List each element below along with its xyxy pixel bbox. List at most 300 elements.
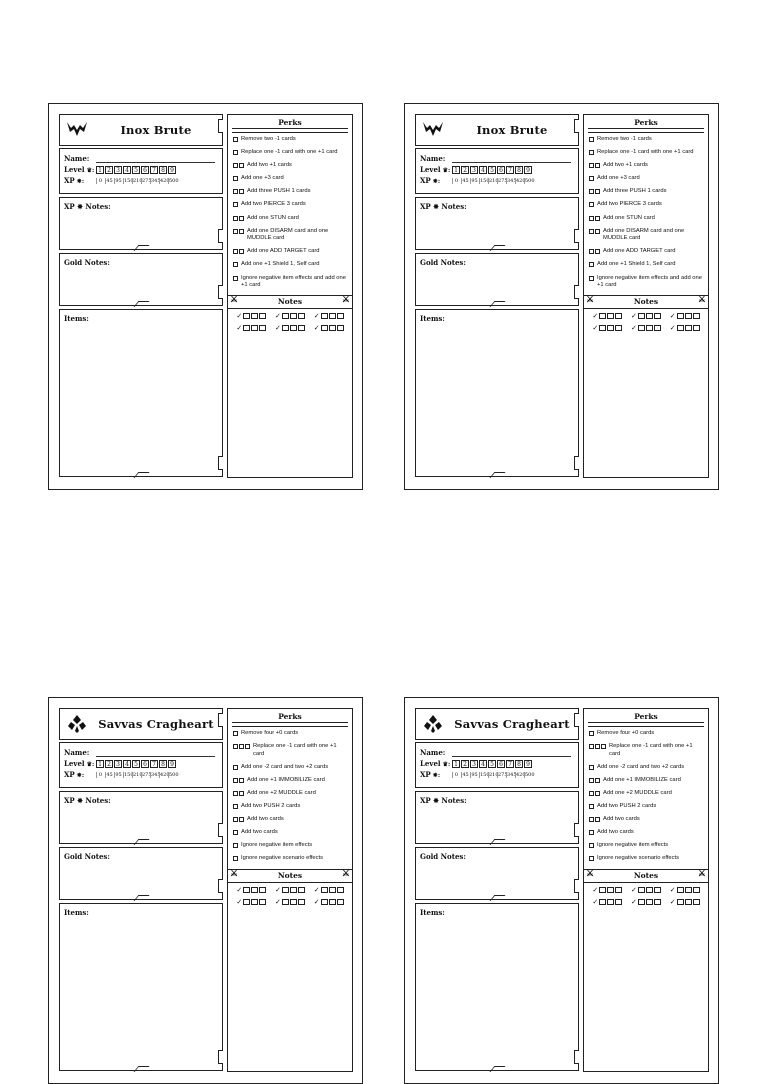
items[interactable] xyxy=(59,903,223,1071)
name-input-line[interactable] xyxy=(96,749,215,757)
check-mark-box[interactable] xyxy=(677,325,684,331)
check-mark-box[interactable] xyxy=(646,899,653,905)
check-mark-box[interactable] xyxy=(638,313,645,319)
perk-checkbox[interactable] xyxy=(233,830,238,835)
check-mark-box[interactable] xyxy=(646,887,653,893)
xp-notes[interactable] xyxy=(59,791,223,844)
perk-checkbox[interactable] xyxy=(233,765,238,770)
perk-checkbox[interactable] xyxy=(595,249,600,254)
crown-icon: ♛: xyxy=(440,761,451,768)
perk-checkbox[interactable] xyxy=(595,817,600,822)
check-mark-box[interactable] xyxy=(638,899,645,905)
level-box[interactable]: 4 xyxy=(479,760,487,768)
check-mark-box[interactable] xyxy=(693,313,700,319)
perk-checkbox[interactable] xyxy=(233,731,238,736)
level-label-text: Level xyxy=(64,165,85,174)
level-box[interactable]: 1 xyxy=(96,760,104,768)
check-mark-box[interactable] xyxy=(599,899,606,905)
check-mark-group xyxy=(592,312,622,320)
check-mark-box[interactable] xyxy=(677,313,684,319)
level-box[interactable]: 8 xyxy=(515,760,523,768)
level-box[interactable]: 4 xyxy=(479,166,487,174)
perk-checkbox[interactable] xyxy=(239,216,244,221)
level-boxes xyxy=(96,760,176,768)
perk-row xyxy=(228,743,352,758)
checkmark-icon: ✓ xyxy=(236,313,243,321)
check-mark-box[interactable] xyxy=(654,899,661,905)
level-box[interactable]: 3 xyxy=(114,760,122,768)
check-mark-group xyxy=(275,898,305,906)
perk-checkbox[interactable] xyxy=(589,817,594,822)
perk-row xyxy=(584,248,708,256)
perk-text: Replace one -1 card with one +1 card xyxy=(241,149,338,156)
side-ornament xyxy=(218,229,223,243)
perk-row xyxy=(584,764,708,772)
perk-checkbox[interactable] xyxy=(589,830,594,835)
level-box[interactable]: 6 xyxy=(141,166,149,174)
checkmark-icon: ✓ xyxy=(236,325,243,333)
perk-checkbox[interactable] xyxy=(595,791,600,796)
xp-threshold: 210 xyxy=(133,771,143,778)
perk-text: Add two PIERCE 3 cards xyxy=(597,201,662,208)
check-mark-box[interactable] xyxy=(290,887,297,893)
name-input-line[interactable] xyxy=(96,155,215,163)
level-box[interactable]: 5 xyxy=(488,760,496,768)
panel-tick-ornament xyxy=(492,301,502,306)
gold-notes[interactable] xyxy=(415,253,579,306)
check-mark-box[interactable] xyxy=(685,899,692,905)
xp-threshold: 95 xyxy=(115,771,122,778)
check-mark-box[interactable] xyxy=(337,313,344,319)
xp-threshold: 345 xyxy=(151,177,161,184)
rocks-icon xyxy=(64,713,90,735)
perk-row xyxy=(228,790,352,798)
items[interactable] xyxy=(415,903,579,1071)
check-mark-group xyxy=(631,898,661,906)
check-mark-group xyxy=(236,312,266,320)
perk-checkboxes xyxy=(233,136,238,144)
perk-checkbox[interactable] xyxy=(239,229,244,234)
perk-checkbox[interactable] xyxy=(589,791,594,796)
check-mark-box[interactable] xyxy=(321,325,328,331)
notes-header xyxy=(228,295,352,309)
panel-tick-ornament xyxy=(136,1066,146,1071)
perk-text: Add one ADD TARGET card xyxy=(603,248,676,255)
panel-tick-ornament xyxy=(492,472,502,477)
perk-checkbox[interactable] xyxy=(595,189,600,194)
perk-row xyxy=(584,149,708,157)
check-mark-box[interactable] xyxy=(638,887,645,893)
perk-checkbox[interactable] xyxy=(589,229,594,234)
perk-row xyxy=(228,764,352,772)
check-mark-box[interactable] xyxy=(607,887,614,893)
check-mark-box[interactable] xyxy=(321,313,328,319)
perk-checkboxes xyxy=(589,842,594,850)
side-ornament xyxy=(574,456,579,470)
panel-tick-ornament xyxy=(492,245,502,250)
perk-checkboxes xyxy=(233,855,238,863)
check-mark-box[interactable] xyxy=(282,313,289,319)
perk-checkbox[interactable] xyxy=(233,744,238,749)
check-mark-box[interactable] xyxy=(298,887,305,893)
check-mark-box[interactable] xyxy=(243,899,250,905)
level-box[interactable]: 6 xyxy=(497,166,505,174)
perk-checkbox[interactable] xyxy=(589,137,594,142)
name-row xyxy=(64,747,219,758)
perk-checkbox[interactable] xyxy=(233,791,238,796)
perk-row xyxy=(584,275,708,290)
perk-checkbox[interactable] xyxy=(239,189,244,194)
perk-checkbox[interactable] xyxy=(233,137,238,142)
perk-checkbox[interactable] xyxy=(233,843,238,848)
level-box[interactable]: 8 xyxy=(515,166,523,174)
check-mark-box[interactable] xyxy=(615,887,622,893)
level-box[interactable]: 1 xyxy=(452,166,460,174)
xp-row xyxy=(64,175,219,186)
gold-notes[interactable] xyxy=(59,847,223,900)
xp-threshold: 95 xyxy=(471,177,478,184)
level-box[interactable]: 5 xyxy=(132,760,140,768)
side-ornament xyxy=(218,823,223,837)
perk-checkbox[interactable] xyxy=(595,229,600,234)
perk-checkbox[interactable] xyxy=(233,778,238,783)
perk-checkboxes xyxy=(233,842,238,850)
level-box[interactable]: 2 xyxy=(461,760,469,768)
checkmark-icon: ✓ xyxy=(236,898,243,906)
level-box[interactable]: 2 xyxy=(105,760,113,768)
gold-notes[interactable] xyxy=(59,253,223,306)
check-mark-box[interactable] xyxy=(646,313,653,319)
perk-checkbox[interactable] xyxy=(589,744,594,749)
check-mark-row xyxy=(228,321,352,333)
check-mark-box[interactable] xyxy=(321,899,328,905)
side-ornament xyxy=(574,119,579,133)
name-input-line[interactable] xyxy=(452,155,571,163)
perk-checkbox[interactable] xyxy=(233,176,238,181)
perk-checkbox[interactable] xyxy=(233,804,238,809)
perk-text: Remove four +0 cards xyxy=(241,730,299,736)
xp-label xyxy=(64,176,96,185)
perk-checkboxes xyxy=(233,743,250,758)
check-mark-row xyxy=(584,321,708,333)
perk-checkbox[interactable] xyxy=(589,150,594,155)
check-mark-group xyxy=(314,324,344,332)
check-mark-box[interactable] xyxy=(693,887,700,893)
check-mark-box[interactable] xyxy=(251,887,258,893)
perk-checkbox[interactable] xyxy=(589,163,594,168)
perk-checkboxes xyxy=(589,743,606,758)
perk-text: Ignore negative scenario effects xyxy=(597,855,680,862)
items-title: Items: xyxy=(64,314,89,323)
check-mark-box[interactable] xyxy=(599,887,606,893)
perks-divider xyxy=(232,128,348,133)
perk-checkbox[interactable] xyxy=(589,189,594,194)
perk-checkbox[interactable] xyxy=(589,731,594,736)
perk-checkbox[interactable] xyxy=(589,262,594,267)
checkmark-icon: ✓ xyxy=(592,898,599,906)
xp-notes[interactable] xyxy=(415,791,579,844)
perk-checkbox[interactable] xyxy=(233,817,238,822)
level-box[interactable]: 2 xyxy=(461,166,469,174)
xp-threshold: 150 xyxy=(124,177,134,184)
check-mark-box[interactable] xyxy=(685,887,692,893)
check-mark-box[interactable] xyxy=(654,887,661,893)
level-box[interactable]: 9 xyxy=(524,760,532,768)
xp-thresholds xyxy=(96,771,179,778)
xp-threshold: 345 xyxy=(151,771,161,778)
check-mark-box[interactable] xyxy=(298,899,305,905)
side-ornament xyxy=(218,285,223,299)
check-mark-box[interactable] xyxy=(607,899,614,905)
checkmark-icon: ✓ xyxy=(313,886,320,894)
perk-row xyxy=(584,261,708,269)
perk-row xyxy=(228,201,352,209)
perk-checkboxes xyxy=(233,777,244,785)
character-sheet xyxy=(48,697,363,1084)
items[interactable] xyxy=(59,309,223,477)
perks-title: Perks xyxy=(634,118,658,127)
check-mark-box[interactable] xyxy=(282,887,289,893)
perk-checkboxes xyxy=(589,162,600,170)
perk-checkbox[interactable] xyxy=(589,276,594,281)
level-box[interactable]: 9 xyxy=(168,760,176,768)
check-mark-box[interactable] xyxy=(646,325,653,331)
check-mark-box[interactable] xyxy=(638,325,645,331)
xp-threshold: 45 xyxy=(462,177,469,184)
perk-checkbox[interactable] xyxy=(239,163,244,168)
level-box[interactable]: 1 xyxy=(452,760,460,768)
name-input-line[interactable] xyxy=(452,749,571,757)
name-label: Name: xyxy=(420,154,446,163)
level-box[interactable]: 9 xyxy=(168,166,176,174)
check-mark-box[interactable] xyxy=(329,899,336,905)
xp-threshold: 345 xyxy=(507,771,517,778)
check-mark-group xyxy=(275,312,305,320)
level-box[interactable]: 7 xyxy=(506,760,514,768)
level-box[interactable]: 4 xyxy=(123,166,131,174)
perk-checkboxes xyxy=(589,215,600,223)
check-mark-box[interactable] xyxy=(282,899,289,905)
check-mark-box[interactable] xyxy=(615,313,622,319)
xp-threshold: 45 xyxy=(462,771,469,778)
check-mark-box[interactable] xyxy=(615,899,622,905)
check-mark-box[interactable] xyxy=(329,887,336,893)
check-mark-box[interactable] xyxy=(685,313,692,319)
xp-notes-title: XP ✸ Notes: xyxy=(420,202,467,211)
perk-row xyxy=(584,136,708,144)
checkmark-icon: ✓ xyxy=(669,898,676,906)
xp-label-text: XP xyxy=(64,770,75,779)
perk-checkboxes xyxy=(589,175,594,183)
checkmark-icon: ✓ xyxy=(631,325,637,333)
check-mark-box[interactable] xyxy=(282,325,289,331)
perk-checkbox[interactable] xyxy=(239,249,244,254)
xp-star-icon: ✸: xyxy=(74,772,85,779)
perk-checkbox[interactable] xyxy=(589,843,594,848)
perk-checkbox[interactable] xyxy=(239,778,244,783)
perk-checkbox[interactable] xyxy=(595,744,600,749)
check-mark-box[interactable] xyxy=(259,325,266,331)
check-mark-box[interactable] xyxy=(337,325,344,331)
perk-checkbox[interactable] xyxy=(239,817,244,822)
xp-notes[interactable] xyxy=(415,197,579,250)
level-box[interactable]: 6 xyxy=(497,760,505,768)
perk-text: Add one DISARM card and one MUDDLE card xyxy=(247,227,329,242)
perk-checkbox[interactable] xyxy=(233,276,238,281)
check-mark-box[interactable] xyxy=(243,325,250,331)
perk-text: Remove four +0 cards xyxy=(597,730,655,736)
perk-text: Add one STUN card xyxy=(247,214,299,221)
level-label xyxy=(420,165,452,174)
level-box[interactable]: 7 xyxy=(150,760,158,768)
perk-checkbox[interactable] xyxy=(589,765,594,770)
check-mark-box[interactable] xyxy=(259,899,266,905)
perk-checkbox[interactable] xyxy=(595,778,600,783)
level-box[interactable]: 3 xyxy=(470,166,478,174)
perk-checkbox[interactable] xyxy=(233,163,238,168)
level-box[interactable]: 2 xyxy=(105,166,113,174)
panel-tick-ornament xyxy=(136,472,146,477)
check-mark-box[interactable] xyxy=(251,899,258,905)
perk-checkbox[interactable] xyxy=(589,249,594,254)
checkmark-icon: ✓ xyxy=(313,898,320,906)
level-box[interactable]: 8 xyxy=(159,760,167,768)
check-mark-box[interactable] xyxy=(693,325,700,331)
level-box[interactable]: 8 xyxy=(159,166,167,174)
check-mark-box[interactable] xyxy=(677,899,684,905)
xp-threshold: 150 xyxy=(480,771,490,778)
check-mark-box[interactable] xyxy=(685,325,692,331)
notes-title: Notes xyxy=(277,870,303,880)
level-box[interactable]: 7 xyxy=(506,166,514,174)
check-mark-box[interactable] xyxy=(599,313,606,319)
perk-checkbox[interactable] xyxy=(239,744,244,749)
check-mark-box[interactable] xyxy=(298,325,305,331)
check-mark-box[interactable] xyxy=(654,325,661,331)
level-label-text: Level xyxy=(64,759,85,768)
perk-checkbox[interactable] xyxy=(233,229,238,234)
check-mark-box[interactable] xyxy=(290,899,297,905)
xp-row xyxy=(64,769,219,780)
xp-threshold: 150 xyxy=(480,177,490,184)
ornament-right-icon: ⚔ xyxy=(697,295,706,306)
perk-checkbox[interactable] xyxy=(595,216,600,221)
check-mark-box[interactable] xyxy=(259,313,266,319)
check-mark-box[interactable] xyxy=(599,325,606,331)
xp-threshold: 275 xyxy=(142,177,152,184)
level-box[interactable]: 3 xyxy=(114,166,122,174)
xp-notes[interactable] xyxy=(59,197,223,250)
check-mark-box[interactable] xyxy=(329,313,336,319)
perk-checkbox[interactable] xyxy=(233,202,238,207)
level-box[interactable]: 4 xyxy=(123,760,131,768)
level-box[interactable]: 3 xyxy=(470,760,478,768)
perk-text: Add one STUN card xyxy=(603,214,655,221)
perk-checkbox[interactable] xyxy=(589,202,594,207)
items[interactable] xyxy=(415,309,579,477)
perk-checkbox[interactable] xyxy=(233,150,238,155)
perk-checkbox[interactable] xyxy=(233,249,238,254)
perk-checkbox[interactable] xyxy=(589,176,594,181)
check-mark-box[interactable] xyxy=(607,313,614,319)
perk-checkbox[interactable] xyxy=(233,262,238,267)
perk-text: Ignore negative item effects xyxy=(241,842,313,849)
check-mark-box[interactable] xyxy=(337,899,344,905)
perks-divider xyxy=(232,722,348,727)
check-mark-box[interactable] xyxy=(677,887,684,893)
check-mark-group xyxy=(314,312,344,320)
ornament-left-icon: ⚔ xyxy=(586,295,595,306)
perk-checkbox[interactable] xyxy=(233,189,238,194)
level-box[interactable]: 1 xyxy=(96,166,104,174)
perk-row xyxy=(228,162,352,170)
side-ornament xyxy=(218,119,223,133)
check-mark-group xyxy=(314,898,344,906)
perk-row xyxy=(584,162,708,170)
check-mark-group xyxy=(236,324,266,332)
check-mark-box[interactable] xyxy=(251,325,258,331)
perk-checkbox[interactable] xyxy=(589,856,594,861)
check-mark-box[interactable] xyxy=(290,325,297,331)
perk-checkbox[interactable] xyxy=(233,856,238,861)
checkmark-icon: ✓ xyxy=(236,886,243,894)
ornament-right-icon: ⚔ xyxy=(697,868,706,879)
perk-checkbox[interactable] xyxy=(239,791,244,796)
check-mark-box[interactable] xyxy=(615,325,622,331)
perk-checkbox[interactable] xyxy=(233,216,238,221)
gold-notes[interactable] xyxy=(415,847,579,900)
check-mark-box[interactable] xyxy=(298,313,305,319)
check-mark-box[interactable] xyxy=(251,313,258,319)
xp-label-text: XP xyxy=(64,176,75,185)
perk-checkbox[interactable] xyxy=(245,744,250,749)
xp-label xyxy=(420,770,452,779)
check-mark-box[interactable] xyxy=(243,313,250,319)
checkmark-icon: ✓ xyxy=(669,313,676,321)
perk-checkbox[interactable] xyxy=(589,216,594,221)
perks-divider xyxy=(588,128,704,133)
level-box[interactable]: 6 xyxy=(141,760,149,768)
level-box[interactable]: 5 xyxy=(488,166,496,174)
level-box[interactable]: 7 xyxy=(150,166,158,174)
perk-checkboxes xyxy=(589,136,594,144)
perk-checkbox[interactable] xyxy=(601,744,606,749)
horns-icon xyxy=(420,119,446,141)
check-mark-box[interactable] xyxy=(337,887,344,893)
check-mark-box[interactable] xyxy=(290,313,297,319)
check-mark-box[interactable] xyxy=(321,887,328,893)
perk-checkbox[interactable] xyxy=(589,778,594,783)
perk-checkbox[interactable] xyxy=(595,163,600,168)
check-mark-box[interactable] xyxy=(607,325,614,331)
perk-checkbox[interactable] xyxy=(589,804,594,809)
check-mark-box[interactable] xyxy=(693,899,700,905)
level-box[interactable]: 5 xyxy=(132,166,140,174)
level-box[interactable]: 9 xyxy=(524,166,532,174)
checkmark-icon: ✓ xyxy=(631,886,637,894)
check-mark-box[interactable] xyxy=(259,887,266,893)
check-mark-box[interactable] xyxy=(243,887,250,893)
panel-tick-ornament xyxy=(492,839,502,844)
checkmark-icon: ✓ xyxy=(631,898,637,906)
checkmark-icon: ✓ xyxy=(669,325,676,333)
check-mark-box[interactable] xyxy=(654,313,661,319)
xp-label xyxy=(64,770,96,779)
check-mark-box[interactable] xyxy=(329,325,336,331)
level-label xyxy=(64,759,96,768)
panel-tick-ornament xyxy=(136,895,146,900)
perk-checkboxes xyxy=(589,790,600,798)
